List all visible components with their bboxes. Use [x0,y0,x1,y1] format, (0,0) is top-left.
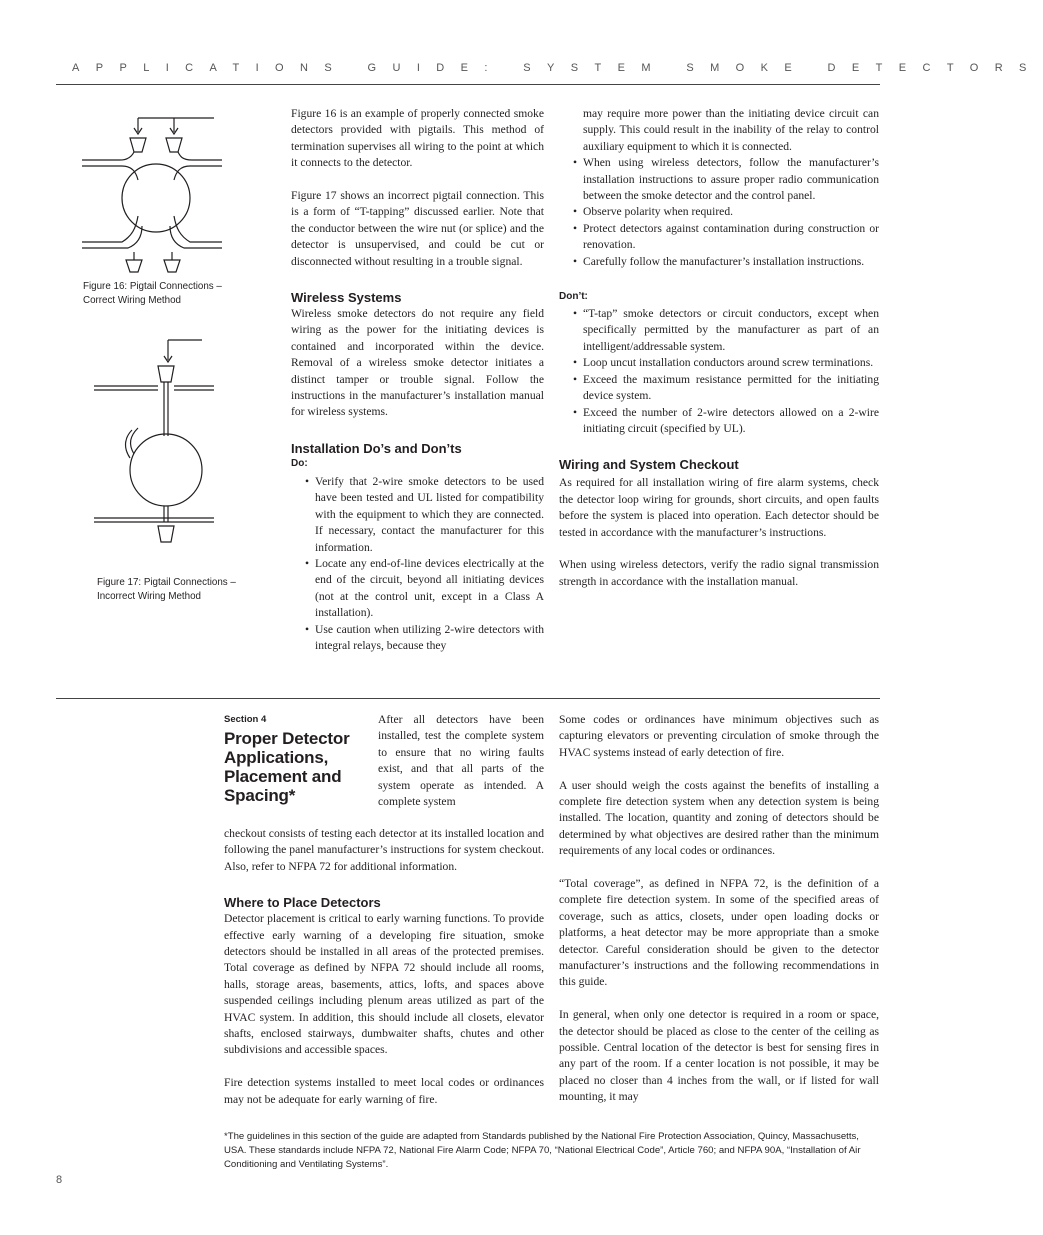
section-4-column-left [224,826,544,1124]
section-divider [56,698,880,699]
list-item: • Loop uncut installation conductors around screw terminations. [573,355,879,371]
figure-16-caption: Figure 16: Pigtail Connections – Correct Wiring Method [83,281,222,306]
list-item: • Verify that 2-wire smoke detectors to be used have been tested and UL listed for compatibility with the equipment to which they are connected. If necessary, contact the manufacturer for this information. [305,474,544,556]
label-do: Do: [291,457,308,469]
heading-installation-dos-donts: Installation Do’s and Don’ts [291,440,462,456]
list-item: • Carefully follow the manufacturer’s installation instructions. [573,254,879,270]
list-item: • When using wireless detectors, follow the manufacturer’s installation instructions to assure proper radio communication between the smoke detector and the control panel. [573,155,879,204]
section-label: Section 4 [224,714,267,725]
footnote: *The guidelines in this section of the guide are adapted from Standards published by the National Fire Protection Association, Quincy, Massachusetts, USA. These standards include NFPA 72, National Fire Alarm Code; NFPA 70, “National Electrical Code”, Article 760; and NFPA 90A, “Installation of Air Conditioning and Ventilating Systems”. [224,1131,861,1170]
list-item: • Exceed the number of 2-wire detectors allowed on a 2-wire initiating circuit (specified by UL). [573,405,879,438]
paragraph-where-2: Fire detection systems installed to meet local codes or ordinances may not be adequate for early warning of fire. [224,1076,544,1106]
figure-17-caption: Figure 17: Pigtail Connections – Incorrect Wiring Method [97,577,236,602]
page-number: 8 [56,1174,63,1186]
heading-where-to-place: Where to Place Detectors [224,895,381,911]
paragraph-checkout-1: As required for all installation wiring of fire alarm systems, check the detector loop wiring for grounds, short circuits, and open faults before the system is placed into operation. Each detector should be tested in accordance with the manufacturer’s instructions. [559,476,879,539]
paragraph-checkout-2: When using wireless detectors, verify the radio signal transmission strength in accordance with the installation manual. [559,558,879,588]
heading-wiring-checkout: Wiring and System Checkout [559,457,739,473]
section-4-column-right [559,712,879,1122]
figure-16-diagram [82,110,222,278]
section-4-intro-top: After all detectors have been installed, test the complete system to ensure that no wiring faults exist, and that all parts of the system operate as intended. A complete system [378,713,544,809]
paragraph-figure-16: Figure 16 is an example of properly connected smoke detectors provided with pigtails. This method of termination supervises all wiring to the point at which it connects to the detector. [291,107,544,170]
list-item: • “T-tap” smoke detectors or circuit conductors, except when specifically permitted by the manufacturer as part of an intelligent/addressable system. [573,306,879,355]
paragraph-continued: may require more power than the initiating device circuit can supply. This could result in the inability of the relay to control auxiliary equipment to which it is connected. [583,107,879,153]
list-item: • Observe polarity when required. [573,204,879,220]
column-2 [559,106,879,607]
paragraph-where-1: Detector placement is critical to early warning functions. To provide effective early warning of a developing fire situation, smoke detectors should be installed in all areas of the protected premises. Total coverage as defined by NFPA 72 should include all rooms, halls, storage areas, basements, attics, lofts, and spaces above suspended ceilings including plenum areas utilized as part of the HVAC system. In addition, this should include all closets, elevator shafts, enclosed stairways, dumbwaiter shafts, chutes and other subdivisions and accessible spaces. [224,912,544,1057]
section-4-title-block [224,714,370,805]
running-header: APPLICATIONS GUIDE: SYSTEM SMOKE DETECTORS [72,62,1043,74]
list-item: • Use caution when utilizing 2-wire detectors with integral relays, because they [305,622,544,655]
list-item: • Protect detectors against contamination during construction or renovation. [573,221,879,254]
paragraph-right-1: Some codes or ordinances have minimum objectives such as capturing elevators or preventing circulation of smoke through the HVAC systems instead of early detection of fire. [559,713,879,759]
paragraph-right-2: A user should weigh the costs against the benefits of installing a complete fire detection system when any detection system is being installed. The location, quantity and zoning of detectors should be determined by what objectives are desired rather than the minimum requirements of any local codes or ordinances. [559,778,879,858]
paragraph-figure-17: Figure 17 shows an incorrect pigtail connection. This is a form of “T-tapping” discussed earlier. Note that the conductor between the wire nut (or splice) and the detector is unsupervised, and could be cut or disconnected without resulting in a trouble signal. [291,189,544,268]
do-list-continued [573,155,879,270]
heading-wireless-systems: Wireless Systems [291,290,402,306]
paragraph-right-4: In general, when only one detector is required in a room or space, the detector should be placed as close to the center of the ceiling as possible. Central location of the detector is best for sensing fires in any part of the room. If a center location is not possible, it may be placed no closer than 4 inches from the wall, or if listed for wall mounting, it may [559,1008,879,1104]
paragraph-intro-rest: checkout consists of testing each detector at its installed location and following the panel manufacturer’s instructions for system checkout. Also, refer to NFPA 72 for additional information. [224,827,544,873]
do-list [291,474,544,654]
header-rule [56,84,880,85]
section-title: Proper Detector Applications, Placement and Spacing* [224,729,350,805]
column-1 [291,106,544,654]
paragraph-right-3: “Total coverage”, as defined in NFPA 72, is the definition of a complete fire detection system. In some of the specified areas of coverage, such as attics, closets, under open loading docks or platforms, a heat detector may be more appropriate than a smoke detector. Careful consideration should be given to the detector manufacturer’s instructions and the following recommendations in this guide. [559,877,879,989]
paragraph-wireless: Wireless smoke detectors do not require any field wiring as the power for the initiating devices is contained and incorporated within the device. Removal of a wireless smoke detector initiates a distinct tamper or trouble signal. Follow the instructions in the manufacturer’s installation manual for wireless systems. [291,307,544,419]
dont-list [573,306,879,437]
figure-17-diagram [94,336,214,558]
list-item: • Exceed the maximum resistance permitted for the initiating device system. [573,372,879,405]
label-dont: Don’t: [559,291,588,303]
list-item: • Locate any end-of-line devices electrically at the end of the circuit, beyond all initiating devices (not at the control unit, except in a Class A installation). [305,556,544,622]
